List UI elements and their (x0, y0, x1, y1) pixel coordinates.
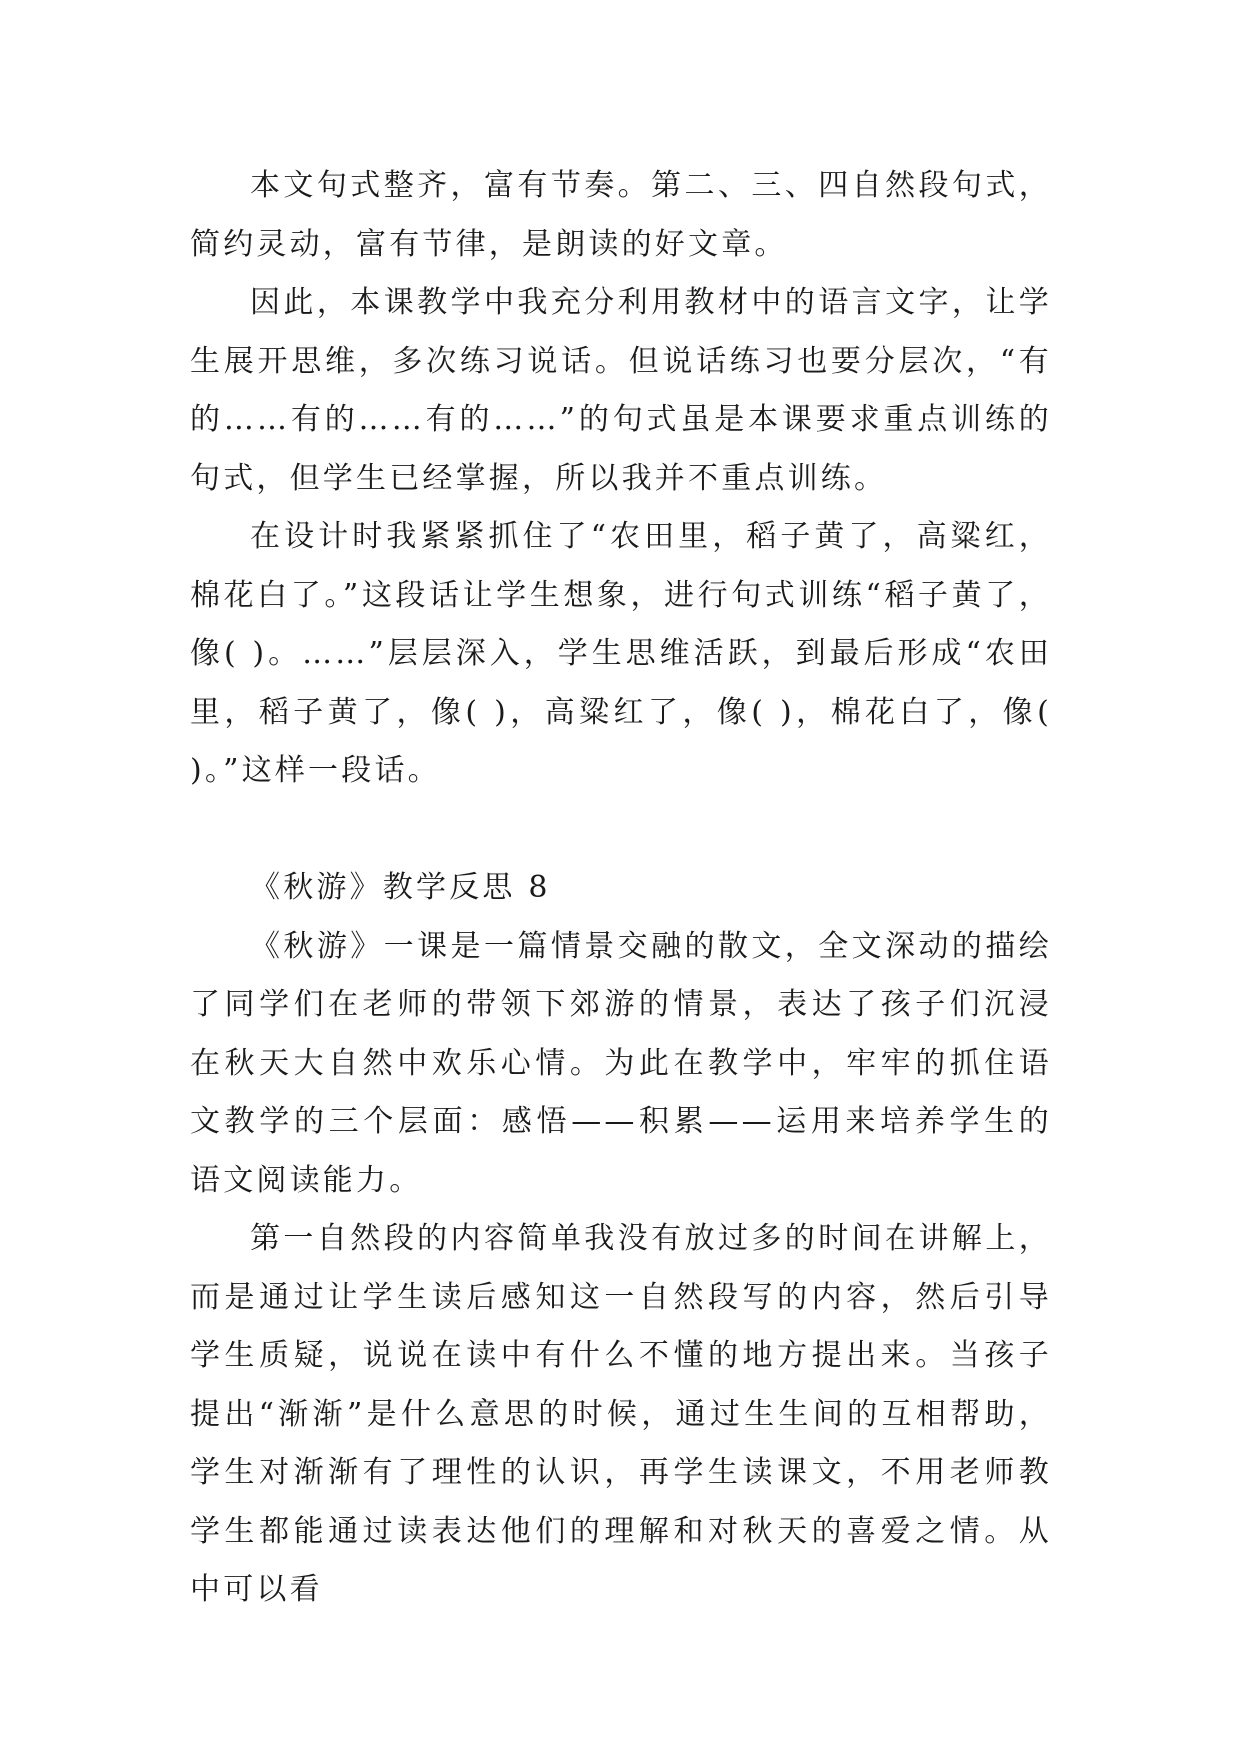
blank-line (190, 801, 1052, 860)
paragraph-lesson-intro: 《秋游》一课是一篇情景交融的散文，全文深动的描绘了同学们在老师的带领下郊游的情景，表达了孩子们沉浸在秋天大自然中欢乐心情。为此在教学中，牢牢的抓住语文教学的三个层面：感悟——积累——运用来培养学生的语文阅读能力。 (190, 928, 1052, 1198)
paragraph-first-section: 第一自然段的内容简单我没有放过多的时间在讲解上，而是通过让学生读后感知这一自然段写的内容，然后引导学生质疑，说说在读中有什么不懂的地方提出来。当孩子提出“渐渐”是什么意思的时候，通过生生间的互相帮助，学生对渐渐有了理性的认识，再学生读课文，不用老师教学生都能通过读表达他们的理解和对秋天的喜爱之情。从中可以看 (190, 1221, 1052, 1607)
paragraph-sentence-training: 在设计时我紧紧抓住了“农田里，稻子黄了，高粱红，棉花白了。”这段话让学生想象，进行句式训练“稻子黄了，像( )。……”层层深入，学生思维活跃，到最后形成“农田里，稻子黄了，像( )，高粱红了，像( )，棉花白了，像( )。”这样一段话。 (190, 519, 1052, 788)
paragraph-sentence-pattern: 本文句式整齐，富有节奏。第二、三、四自然段句式，简约灵动，富有节律，是朗读的好文章。 (190, 168, 1052, 262)
document-body (190, 157, 1052, 1620)
section-title: 《秋游》教学反思 8 (250, 870, 551, 905)
paragraph-speaking-practice: 因此，本课教学中我充分利用教材中的语言文字，让学生展开思维，多次练习说话。但说话练习也要分层次，“有的……有的……有的……”的句式虽是本课要求重点训练的句式，但学生已经掌握，所以我并不重点训练。 (190, 285, 1052, 496)
